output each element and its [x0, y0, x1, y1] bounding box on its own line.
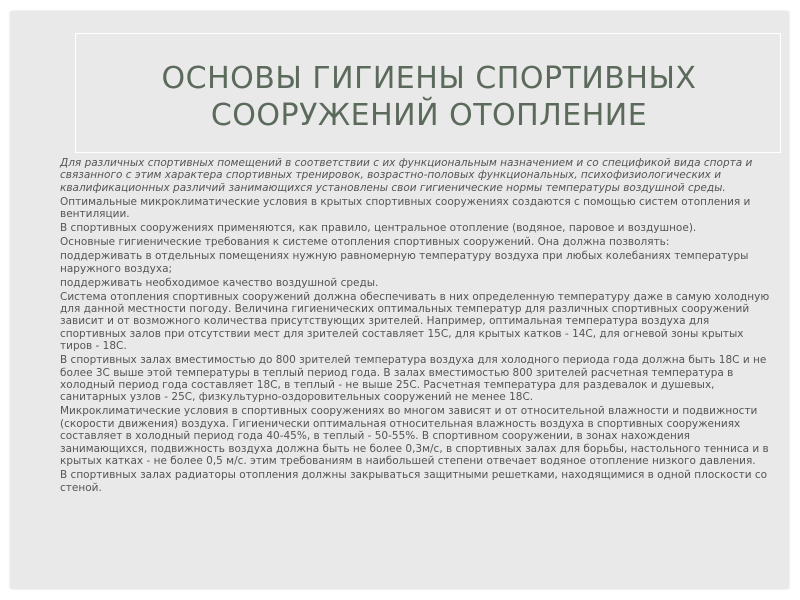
paragraph-1: Для различных спортивных помещений в соответствии с их функциональным назначением и со спецификой вида спорта и связанного с этим характера спортивных тренировок, возрастно-половых функциональных, психофизиологических и квалификационных различий занимающихся установлены свои гигиенические нормы температуры воздушной среды.	[60, 157, 753, 194]
slide-title-line-1: ОСНОВЫ ГИГИЕНЫ СПОРТИВНЫХ	[161, 61, 697, 96]
paragraph-5: поддерживать в отдельных помещениях нужную равномерную температуру воздуха при любых колебаниях температуры наружного воздуха;	[60, 250, 749, 275]
paragraph-10: В спортивных залах радиаторы отопления должны закрываться защитными решетками, находящимися в одной плоскости со стеной.	[60, 469, 768, 494]
paragraph-3: В спортивных сооружениях применяются, как правило, центральное отопление (водяное, паровое и воздушное).	[60, 222, 697, 235]
slide	[10, 11, 789, 589]
slide-body-text	[60, 157, 770, 496]
paragraph-2: Оптимальные микроклиматические условия в крытых спортивных сооружениях создаются с помощью систем отопления и вентиляции.	[60, 195, 751, 221]
paragraph-6: поддерживать необходимое качество воздушной среды.	[60, 276, 379, 289]
paragraph-7: Система отопления спортивных сооружений должна обеспечивать в них определенную температуру даже в самую холодную для данной местности погоду. Величина гигиенических оптимальных температур для различных спортивных сооружений зависит и от возможного количества присутствующих зрителей. Например, оптимальная температура воздуха для спортивных залов при отсутствии мест для зрителей составляет 15С, для крытых катков - 14С, для огневой зоны крытых тиров - 18С.	[60, 290, 770, 353]
slide-title-line-2: СООРУЖЕНИЙ ОТОПЛЕНИЕ	[210, 98, 648, 133]
slide-title	[76, 60, 782, 134]
paragraph-8: В спортивных залах вместимостью до 800 зрителей температура воздуха для холодного периода года должна быть 18С и не более 3С выше этой температуры в теплый период года. В залах вместимостью 800 зрителей расчетная температура в холодный период года составляет 18С, в теплый - не выше 25С. Расчетная температура для раздевалок и душевых, санитарных узлов - 25С, физкультурно-оздоровительных сооружений не менее 18С.	[60, 354, 767, 404]
title-frame	[75, 33, 781, 153]
paragraph-9: Микроклиматические условия в спортивных сооружениях во многом зависят и от относительной влажности и подвижности (скорости движения) воздуха. Гигиенически оптимальная относительная влажность воздуха в спортивных сооружениях составляет в холодный период года 40-45%, в теплый - 50-55%. В спортивном сооружении, в зонах нахождения занимающихся, подвижность воздуха должна быть не более 0,3м/с, в спортивных залах для борьбы, настольного тенниса и в крытых катках - не более 0,5 м/с. этим требованиям в наибольшей степени отвечает водяное отопление низкого давления.	[60, 405, 769, 468]
paragraph-4: Основные гигиенические требования к системе отопления спортивных сооружений. Она должна позволять:	[60, 236, 670, 249]
